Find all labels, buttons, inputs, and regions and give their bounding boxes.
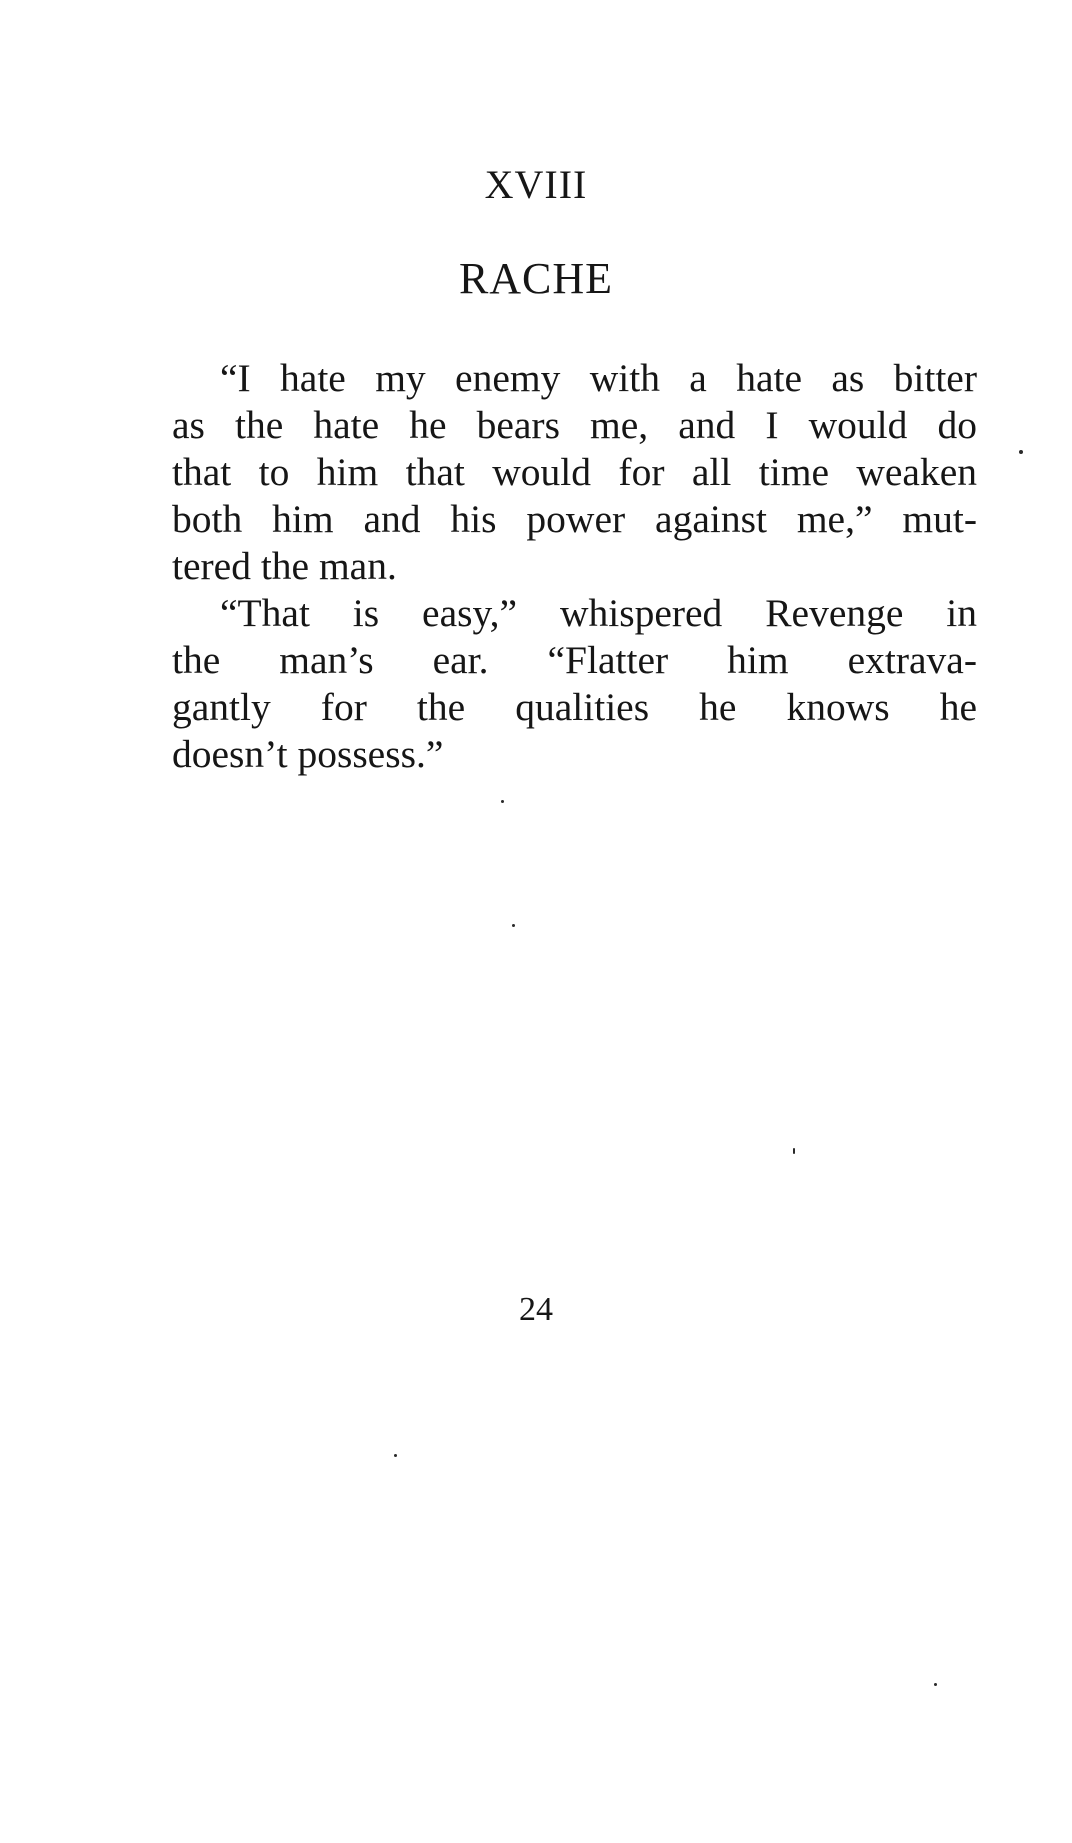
scan-speck [501, 800, 504, 803]
scan-speck [1019, 450, 1023, 454]
body-text [172, 355, 977, 778]
scan-speck [512, 924, 515, 927]
scan-speck [793, 1148, 795, 1154]
text-line: “That is easy,” whispered Revenge in [220, 591, 977, 635]
text-line: as the hate he bears me, and I would do [172, 403, 977, 447]
text-line: that to him that would for all time weaken [172, 450, 977, 494]
text-line: the man’s ear. “Flatter him extrava- [172, 638, 977, 682]
text-line: tered the man. [172, 544, 397, 588]
text-line: both him and his power against me,” mut- [172, 497, 977, 541]
scan-speck [934, 1683, 937, 1686]
chapter-number: XVIII [484, 162, 588, 207]
paragraph-2 [172, 590, 977, 778]
page-number: 24 [519, 1291, 553, 1328]
text-line: gantly for the qualities he knows he [172, 685, 977, 729]
chapter-title: RACHE [458, 254, 614, 303]
text-line: “I hate my enemy with a hate as bitter [220, 356, 977, 400]
paragraph-1 [172, 355, 977, 590]
scan-speck [394, 1454, 397, 1457]
text-line: doesn’t possess.” [172, 732, 444, 776]
